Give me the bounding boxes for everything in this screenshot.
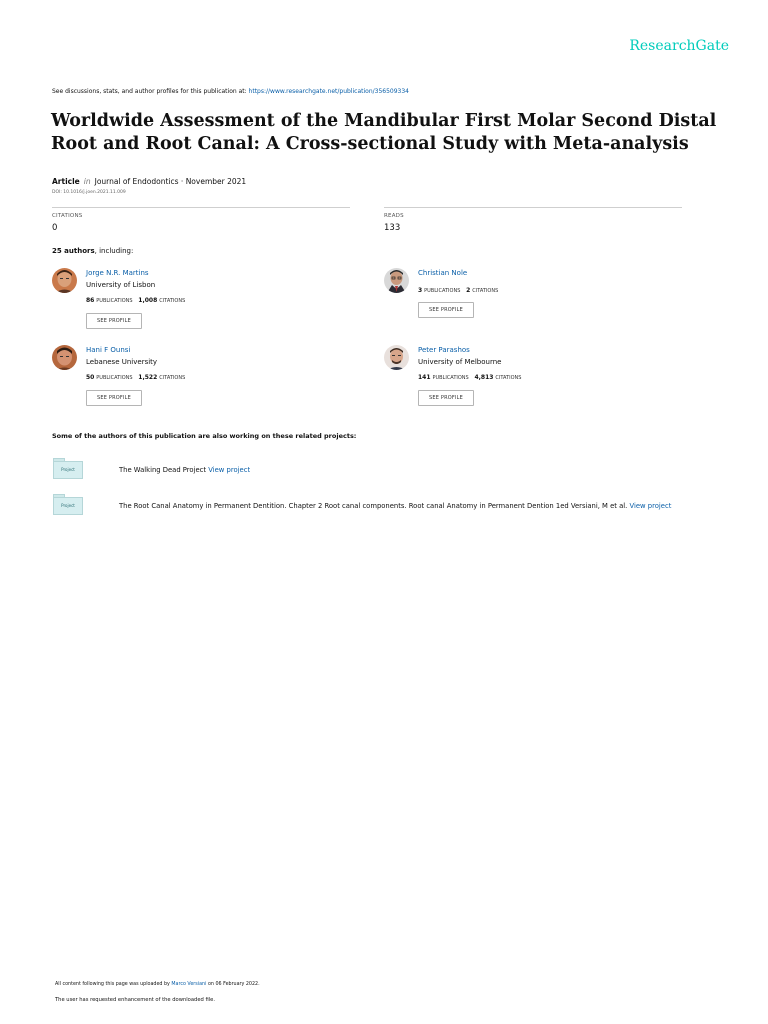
author-name-link[interactable]: Jorge N.R. Martins: [86, 269, 149, 277]
author-citations-count: 1,008: [138, 297, 158, 304]
see-profile-button[interactable]: SEE PROFILE: [86, 313, 142, 329]
author-name-link[interactable]: Peter Parashos: [418, 346, 470, 354]
article-type: Article: [52, 177, 80, 186]
related-projects-heading: Some of the authors of this publication are also working on these related projects:: [52, 432, 357, 440]
citations-divider: [52, 207, 350, 208]
author-citations-count: 4,813: [474, 374, 494, 381]
publication-title: Worldwide Assessment of the Mandibular First Molar Second Distal Root and Root Canal: A Cross-sectional Study with Meta-analysis: [51, 111, 717, 154]
article-meta: [52, 177, 246, 186]
upload-notice-date: on 06 February 2022.: [206, 982, 260, 987]
author-citations-count: 1,522: [138, 374, 158, 381]
author-publications-count: 86: [86, 297, 95, 304]
citations-caption: CITATIONS: [159, 375, 186, 381]
citations-caption: CITATIONS: [159, 298, 186, 304]
project-text: [119, 502, 671, 510]
enhancement-notice: The user has requested enhancement of the downloaded file.: [55, 997, 216, 1003]
citations-caption: CITATIONS: [472, 288, 499, 294]
author-name-link[interactable]: Christian Nole: [418, 269, 468, 277]
author-publications-count: 141: [418, 374, 431, 381]
author-citations-count: 2: [466, 287, 471, 294]
researchgate-logo[interactable]: ResearchGate: [629, 38, 729, 54]
author-stats: [86, 297, 185, 304]
see-profile-button[interactable]: SEE PROFILE: [86, 390, 142, 406]
project-folder-label: Project: [53, 497, 83, 515]
reads-divider: [384, 207, 682, 208]
authors-count: 25 authors: [52, 247, 95, 255]
journal-venue[interactable]: Journal of Endodontics · November 2021: [94, 177, 247, 186]
author-stats: [418, 287, 498, 294]
related-project-item: [52, 494, 742, 518]
publications-caption: PUBLICATIONS: [432, 375, 469, 381]
discussion-notice-text: See discussions, stats, and author profiles for this publication at:: [52, 88, 249, 95]
citations-value: 0: [52, 223, 58, 233]
author-card: [52, 345, 352, 415]
see-profile-button[interactable]: SEE PROFILE: [418, 302, 474, 318]
author-card: [52, 268, 352, 338]
author-name-link[interactable]: Hani F Ounsi: [86, 346, 131, 354]
author-publications-count: 50: [86, 374, 95, 381]
author-avatar[interactable]: [52, 345, 77, 370]
see-profile-button[interactable]: SEE PROFILE: [418, 390, 474, 406]
reads-value: 133: [384, 223, 401, 233]
project-title: The Root Canal Anatomy in Permanent Dentition. Chapter 2 Root canal components. Root canal Anatomy in Permanent Dention 1ed Versiani, M et al.: [119, 502, 628, 510]
author-stats: [418, 374, 521, 381]
upload-notice: [55, 982, 260, 987]
view-project-link[interactable]: View project: [629, 502, 672, 510]
publications-caption: PUBLICATIONS: [424, 288, 461, 294]
uploader-link[interactable]: Marco Versiani: [171, 982, 207, 987]
discussion-notice: [52, 88, 409, 95]
authors-suffix: , including:: [94, 247, 134, 255]
view-project-link[interactable]: View project: [208, 466, 251, 474]
article-in: in: [83, 177, 91, 186]
author-card: [384, 268, 684, 338]
author-avatar[interactable]: [52, 268, 77, 293]
author-institution: Lebanese University: [86, 358, 158, 366]
author-avatar[interactable]: [384, 345, 409, 370]
publication-url-link[interactable]: https://www.researchgate.net/publication/356509334: [248, 88, 409, 95]
upload-notice-prefix: All content following this page was uploaded by: [55, 982, 172, 987]
project-folder-icon: [52, 494, 84, 516]
authors-summary: [52, 247, 133, 255]
author-card: [384, 345, 684, 415]
publications-caption: PUBLICATIONS: [96, 298, 133, 304]
author-institution: University of Melbourne: [418, 358, 502, 366]
project-title: The Walking Dead Project: [119, 466, 207, 474]
author-publications-count: 3: [418, 287, 423, 294]
publications-caption: PUBLICATIONS: [96, 375, 133, 381]
citations-caption: CITATIONS: [495, 375, 522, 381]
project-folder-icon: [52, 458, 84, 480]
related-project-item: [52, 458, 742, 482]
author-stats: [86, 374, 185, 381]
citations-label: CITATIONS: [52, 213, 83, 219]
doi: DOI: 10.1016/j.joen.2021.11.009: [52, 190, 126, 195]
project-folder-label: Project: [53, 461, 83, 479]
author-institution: University of Lisbon: [86, 281, 156, 289]
project-text: [119, 466, 250, 474]
author-avatar[interactable]: [384, 268, 409, 293]
reads-label: READS: [384, 213, 404, 219]
